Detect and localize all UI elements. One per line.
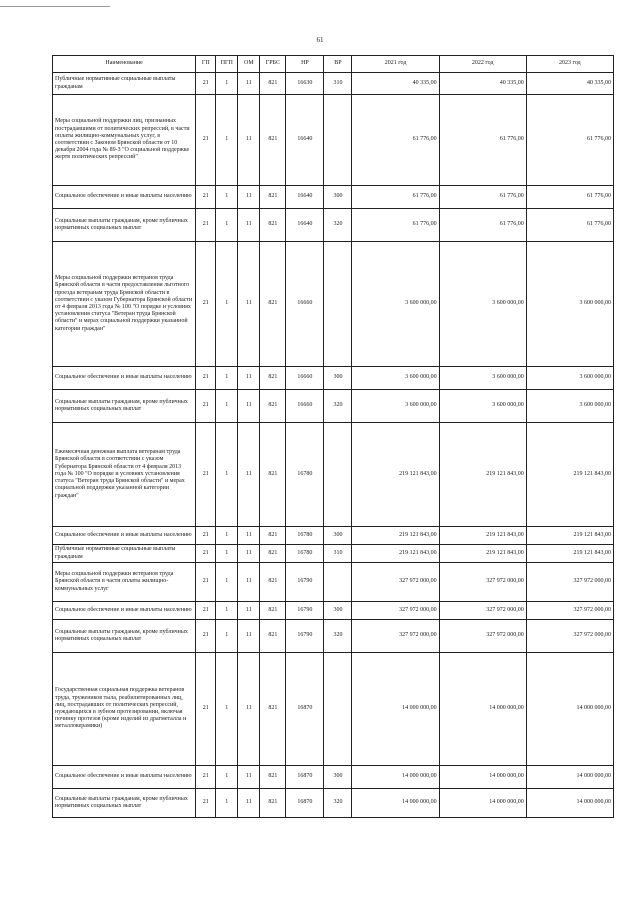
row-name: Государственная социальная поддержка ветеранов труда, тружеников тыла, реабилитированных лиц, лиц, пострадавших от политических репрессий, нуждающихся в зубном протезировании, включая починку протезов (кроме изделий из драгметалла и металлокерамики) xyxy=(53,653,196,766)
row-amount-2021: 219 121 843,00 xyxy=(352,545,439,563)
row-gp: 21 xyxy=(196,186,216,209)
row-vr xyxy=(324,423,352,527)
row-vr: 300 xyxy=(324,367,352,390)
page-number: 61 xyxy=(316,36,324,44)
row-amount-2023: 219 121 843,00 xyxy=(526,527,613,545)
row-amount-2023: 61 776,00 xyxy=(526,95,613,186)
row-amount-2022: 327 972 000,00 xyxy=(439,620,526,653)
row-amount-2023: 3 600 000,00 xyxy=(526,390,613,423)
row-grbs: 821 xyxy=(260,73,286,95)
row-vr: 300 xyxy=(324,602,352,620)
row-amount-2023: 327 972 000,00 xyxy=(526,620,613,653)
row-om: 11 xyxy=(238,423,260,527)
row-amount-2021: 14 000 000,00 xyxy=(352,789,439,818)
col-header-vr: ВР xyxy=(324,56,352,73)
row-np: 16640 xyxy=(286,95,324,186)
row-np: 16660 xyxy=(286,390,324,423)
row-om: 11 xyxy=(238,766,260,789)
row-pgp: 1 xyxy=(216,527,238,545)
row-name: Публичные нормативные социальные выплаты гражданам xyxy=(53,73,196,95)
row-om: 11 xyxy=(238,73,260,95)
row-np: 16780 xyxy=(286,545,324,563)
row-np: 16790 xyxy=(286,563,324,602)
table-row xyxy=(53,390,614,423)
row-vr: 320 xyxy=(324,789,352,818)
row-vr xyxy=(324,95,352,186)
row-grbs: 821 xyxy=(260,390,286,423)
col-header-2022: 2022 год xyxy=(439,56,526,73)
row-pgp: 1 xyxy=(216,242,238,367)
row-name: Меры социальной поддержки ветеранов труда Брянской области в части предоставления льготного проезда ветеранам труда Брянской области в соответствии с указом Губернатора Брянской области от 4 февраля 2013 года № 100 "О порядке и условиях установления статуса "Ветеран труда Брянской области" и мерах социальной поддержки указанной категории граждан" xyxy=(53,242,196,367)
row-name: Социальные выплаты гражданам, кроме публичных нормативных социальных выплат xyxy=(53,789,196,818)
col-header-np: НР xyxy=(286,56,324,73)
col-header-2021: 2021 год xyxy=(352,56,439,73)
row-grbs: 821 xyxy=(260,789,286,818)
row-amount-2022: 14 000 000,00 xyxy=(439,766,526,789)
row-np: 16780 xyxy=(286,423,324,527)
row-amount-2022: 3 600 000,00 xyxy=(439,390,526,423)
scan-top-rule xyxy=(0,6,110,7)
row-pgp: 1 xyxy=(216,95,238,186)
row-pgp: 1 xyxy=(216,653,238,766)
table-row xyxy=(53,602,614,620)
row-amount-2023: 327 972 000,00 xyxy=(526,563,613,602)
table-row xyxy=(53,423,614,527)
row-grbs: 821 xyxy=(260,766,286,789)
row-np: 16870 xyxy=(286,653,324,766)
row-grbs: 821 xyxy=(260,95,286,186)
table-row xyxy=(53,209,614,242)
row-om: 11 xyxy=(238,563,260,602)
row-name: Ежемесячная денежная выплата ветеранам труда Брянской области в соответствии с указом Губернатора Брянской области от 4 февраля 2013 года № 100 "О порядке и условиях установления статуса "Ветеран труда Брянской области" и мерах социальной поддержки указанной категории граждан" xyxy=(53,423,196,527)
row-amount-2023: 61 776,00 xyxy=(526,209,613,242)
row-pgp: 1 xyxy=(216,209,238,242)
row-grbs: 821 xyxy=(260,423,286,527)
table-row xyxy=(53,545,614,563)
row-amount-2023: 219 121 843,00 xyxy=(526,545,613,563)
row-om: 11 xyxy=(238,620,260,653)
row-gp: 21 xyxy=(196,95,216,186)
row-gp: 21 xyxy=(196,789,216,818)
row-amount-2023: 3 600 000,00 xyxy=(526,242,613,367)
row-amount-2021: 3 600 000,00 xyxy=(352,390,439,423)
col-header-pgp: ПГП xyxy=(216,56,238,73)
row-vr xyxy=(324,653,352,766)
row-np: 16780 xyxy=(286,527,324,545)
row-name: Социальное обеспечение и иные выплаты населению xyxy=(53,527,196,545)
row-gp: 21 xyxy=(196,73,216,95)
row-pgp: 1 xyxy=(216,620,238,653)
row-pgp: 1 xyxy=(216,423,238,527)
row-name: Социальное обеспечение и иные выплаты населению xyxy=(53,602,196,620)
row-amount-2023: 3 600 000,00 xyxy=(526,367,613,390)
table-row xyxy=(53,527,614,545)
row-pgp: 1 xyxy=(216,563,238,602)
col-header-gp: ГП xyxy=(196,56,216,73)
row-amount-2022: 3 600 000,00 xyxy=(439,242,526,367)
row-amount-2021: 327 972 000,00 xyxy=(352,602,439,620)
row-amount-2021: 3 600 000,00 xyxy=(352,242,439,367)
row-amount-2022: 61 776,00 xyxy=(439,95,526,186)
row-amount-2021: 14 000 000,00 xyxy=(352,766,439,789)
row-amount-2021: 327 972 000,00 xyxy=(352,563,439,602)
row-om: 11 xyxy=(238,242,260,367)
row-np: 16790 xyxy=(286,602,324,620)
table-row xyxy=(53,367,614,390)
row-vr: 320 xyxy=(324,390,352,423)
col-header-2023: 2023 год xyxy=(526,56,613,73)
row-amount-2022: 327 972 000,00 xyxy=(439,563,526,602)
col-header-name: Наименование xyxy=(53,56,196,73)
row-amount-2023: 40 335,00 xyxy=(526,73,613,95)
row-gp: 21 xyxy=(196,563,216,602)
row-amount-2021: 3 600 000,00 xyxy=(352,367,439,390)
row-amount-2022: 219 121 843,00 xyxy=(439,545,526,563)
row-om: 11 xyxy=(238,367,260,390)
row-gp: 21 xyxy=(196,602,216,620)
row-om: 11 xyxy=(238,602,260,620)
row-np: 16660 xyxy=(286,242,324,367)
row-om: 11 xyxy=(238,653,260,766)
row-gp: 21 xyxy=(196,242,216,367)
row-gp: 21 xyxy=(196,209,216,242)
row-grbs: 821 xyxy=(260,545,286,563)
row-amount-2022: 14 000 000,00 xyxy=(439,789,526,818)
row-amount-2022: 219 121 843,00 xyxy=(439,527,526,545)
table-row xyxy=(53,789,614,818)
row-pgp: 1 xyxy=(216,73,238,95)
row-grbs: 821 xyxy=(260,242,286,367)
row-grbs: 821 xyxy=(260,602,286,620)
row-amount-2022: 61 776,00 xyxy=(439,186,526,209)
row-amount-2021: 61 776,00 xyxy=(352,95,439,186)
col-header-grbs: ГРБС xyxy=(260,56,286,73)
row-vr xyxy=(324,563,352,602)
row-grbs: 821 xyxy=(260,527,286,545)
row-gp: 21 xyxy=(196,423,216,527)
row-np: 16640 xyxy=(286,186,324,209)
row-np: 16790 xyxy=(286,620,324,653)
row-amount-2021: 40 335,00 xyxy=(352,73,439,95)
row-amount-2022: 327 972 000,00 xyxy=(439,602,526,620)
row-amount-2022: 219 121 843,00 xyxy=(439,423,526,527)
row-grbs: 821 xyxy=(260,620,286,653)
row-om: 11 xyxy=(238,789,260,818)
row-pgp: 1 xyxy=(216,766,238,789)
row-pgp: 1 xyxy=(216,545,238,563)
row-gp: 21 xyxy=(196,545,216,563)
row-vr: 320 xyxy=(324,209,352,242)
row-np: 16870 xyxy=(286,789,324,818)
table-row xyxy=(53,620,614,653)
row-om: 11 xyxy=(238,95,260,186)
row-pgp: 1 xyxy=(216,789,238,818)
row-amount-2023: 61 776,00 xyxy=(526,186,613,209)
row-np: 16660 xyxy=(286,367,324,390)
row-amount-2021: 327 972 000,00 xyxy=(352,620,439,653)
table-row xyxy=(53,95,614,186)
table-row xyxy=(53,563,614,602)
row-amount-2023: 14 000 000,00 xyxy=(526,766,613,789)
row-gp: 21 xyxy=(196,367,216,390)
row-amount-2021: 61 776,00 xyxy=(352,186,439,209)
row-amount-2021: 61 776,00 xyxy=(352,209,439,242)
row-name: Социальное обеспечение и иные выплаты населению xyxy=(53,766,196,789)
row-grbs: 821 xyxy=(260,209,286,242)
row-np: 16870 xyxy=(286,766,324,789)
row-name: Социальные выплаты гражданам, кроме публичных нормативных социальных выплат xyxy=(53,390,196,423)
row-grbs: 821 xyxy=(260,186,286,209)
table-row xyxy=(53,73,614,95)
row-amount-2021: 14 000 000,00 xyxy=(352,653,439,766)
row-om: 11 xyxy=(238,545,260,563)
row-amount-2021: 219 121 843,00 xyxy=(352,527,439,545)
row-om: 11 xyxy=(238,390,260,423)
row-name: Меры социальной поддержки лиц, признанных пострадавшими от политических репрессий, в части оплаты жилищно-коммунальных услуг, в соответствии с Законом Брянской области от 10 декабря 2004 года № 89-З "О социальной поддержке жертв политических репрессий" xyxy=(53,95,196,186)
row-pgp: 1 xyxy=(216,390,238,423)
row-amount-2022: 40 335,00 xyxy=(439,73,526,95)
row-name: Социальное обеспечение и иные выплаты населению xyxy=(53,186,196,209)
row-name: Меры социальной поддержки ветеранов труда Брянской области в части оплаты жилищно-коммунальных услуг xyxy=(53,563,196,602)
row-np: 16640 xyxy=(286,209,324,242)
row-om: 11 xyxy=(238,186,260,209)
row-vr xyxy=(324,242,352,367)
row-grbs: 821 xyxy=(260,653,286,766)
row-amount-2023: 14 000 000,00 xyxy=(526,789,613,818)
row-gp: 21 xyxy=(196,766,216,789)
row-name: Социальные выплаты гражданам, кроме публичных нормативных социальных выплат xyxy=(53,620,196,653)
row-amount-2022: 3 600 000,00 xyxy=(439,367,526,390)
row-gp: 21 xyxy=(196,620,216,653)
row-pgp: 1 xyxy=(216,186,238,209)
table-row xyxy=(53,653,614,766)
row-om: 11 xyxy=(238,527,260,545)
table-row xyxy=(53,242,614,367)
row-gp: 21 xyxy=(196,527,216,545)
row-amount-2023: 219 121 843,00 xyxy=(526,423,613,527)
row-vr: 300 xyxy=(324,766,352,789)
row-grbs: 821 xyxy=(260,367,286,390)
row-gp: 21 xyxy=(196,390,216,423)
table-row xyxy=(53,766,614,789)
row-amount-2022: 61 776,00 xyxy=(439,209,526,242)
row-vr: 300 xyxy=(324,527,352,545)
row-om: 11 xyxy=(238,209,260,242)
row-name: Социальное обеспечение и иные выплаты населению xyxy=(53,367,196,390)
row-vr: 310 xyxy=(324,545,352,563)
row-vr: 310 xyxy=(324,73,352,95)
row-grbs: 821 xyxy=(260,563,286,602)
row-vr: 320 xyxy=(324,620,352,653)
table-row xyxy=(53,186,614,209)
row-name: Социальные выплаты гражданам, кроме публичных нормативных социальных выплат xyxy=(53,209,196,242)
row-amount-2023: 14 000 000,00 xyxy=(526,653,613,766)
row-amount-2021: 219 121 843,00 xyxy=(352,423,439,527)
row-gp: 21 xyxy=(196,653,216,766)
col-header-om: ОМ xyxy=(238,56,260,73)
budget-table xyxy=(52,55,614,818)
row-amount-2023: 327 972 000,00 xyxy=(526,602,613,620)
row-name: Публичные нормативные социальные выплаты гражданам xyxy=(53,545,196,563)
table-header-row xyxy=(53,56,614,73)
row-amount-2022: 14 000 000,00 xyxy=(439,653,526,766)
row-pgp: 1 xyxy=(216,602,238,620)
row-pgp: 1 xyxy=(216,367,238,390)
row-vr: 300 xyxy=(324,186,352,209)
row-np: 16630 xyxy=(286,73,324,95)
